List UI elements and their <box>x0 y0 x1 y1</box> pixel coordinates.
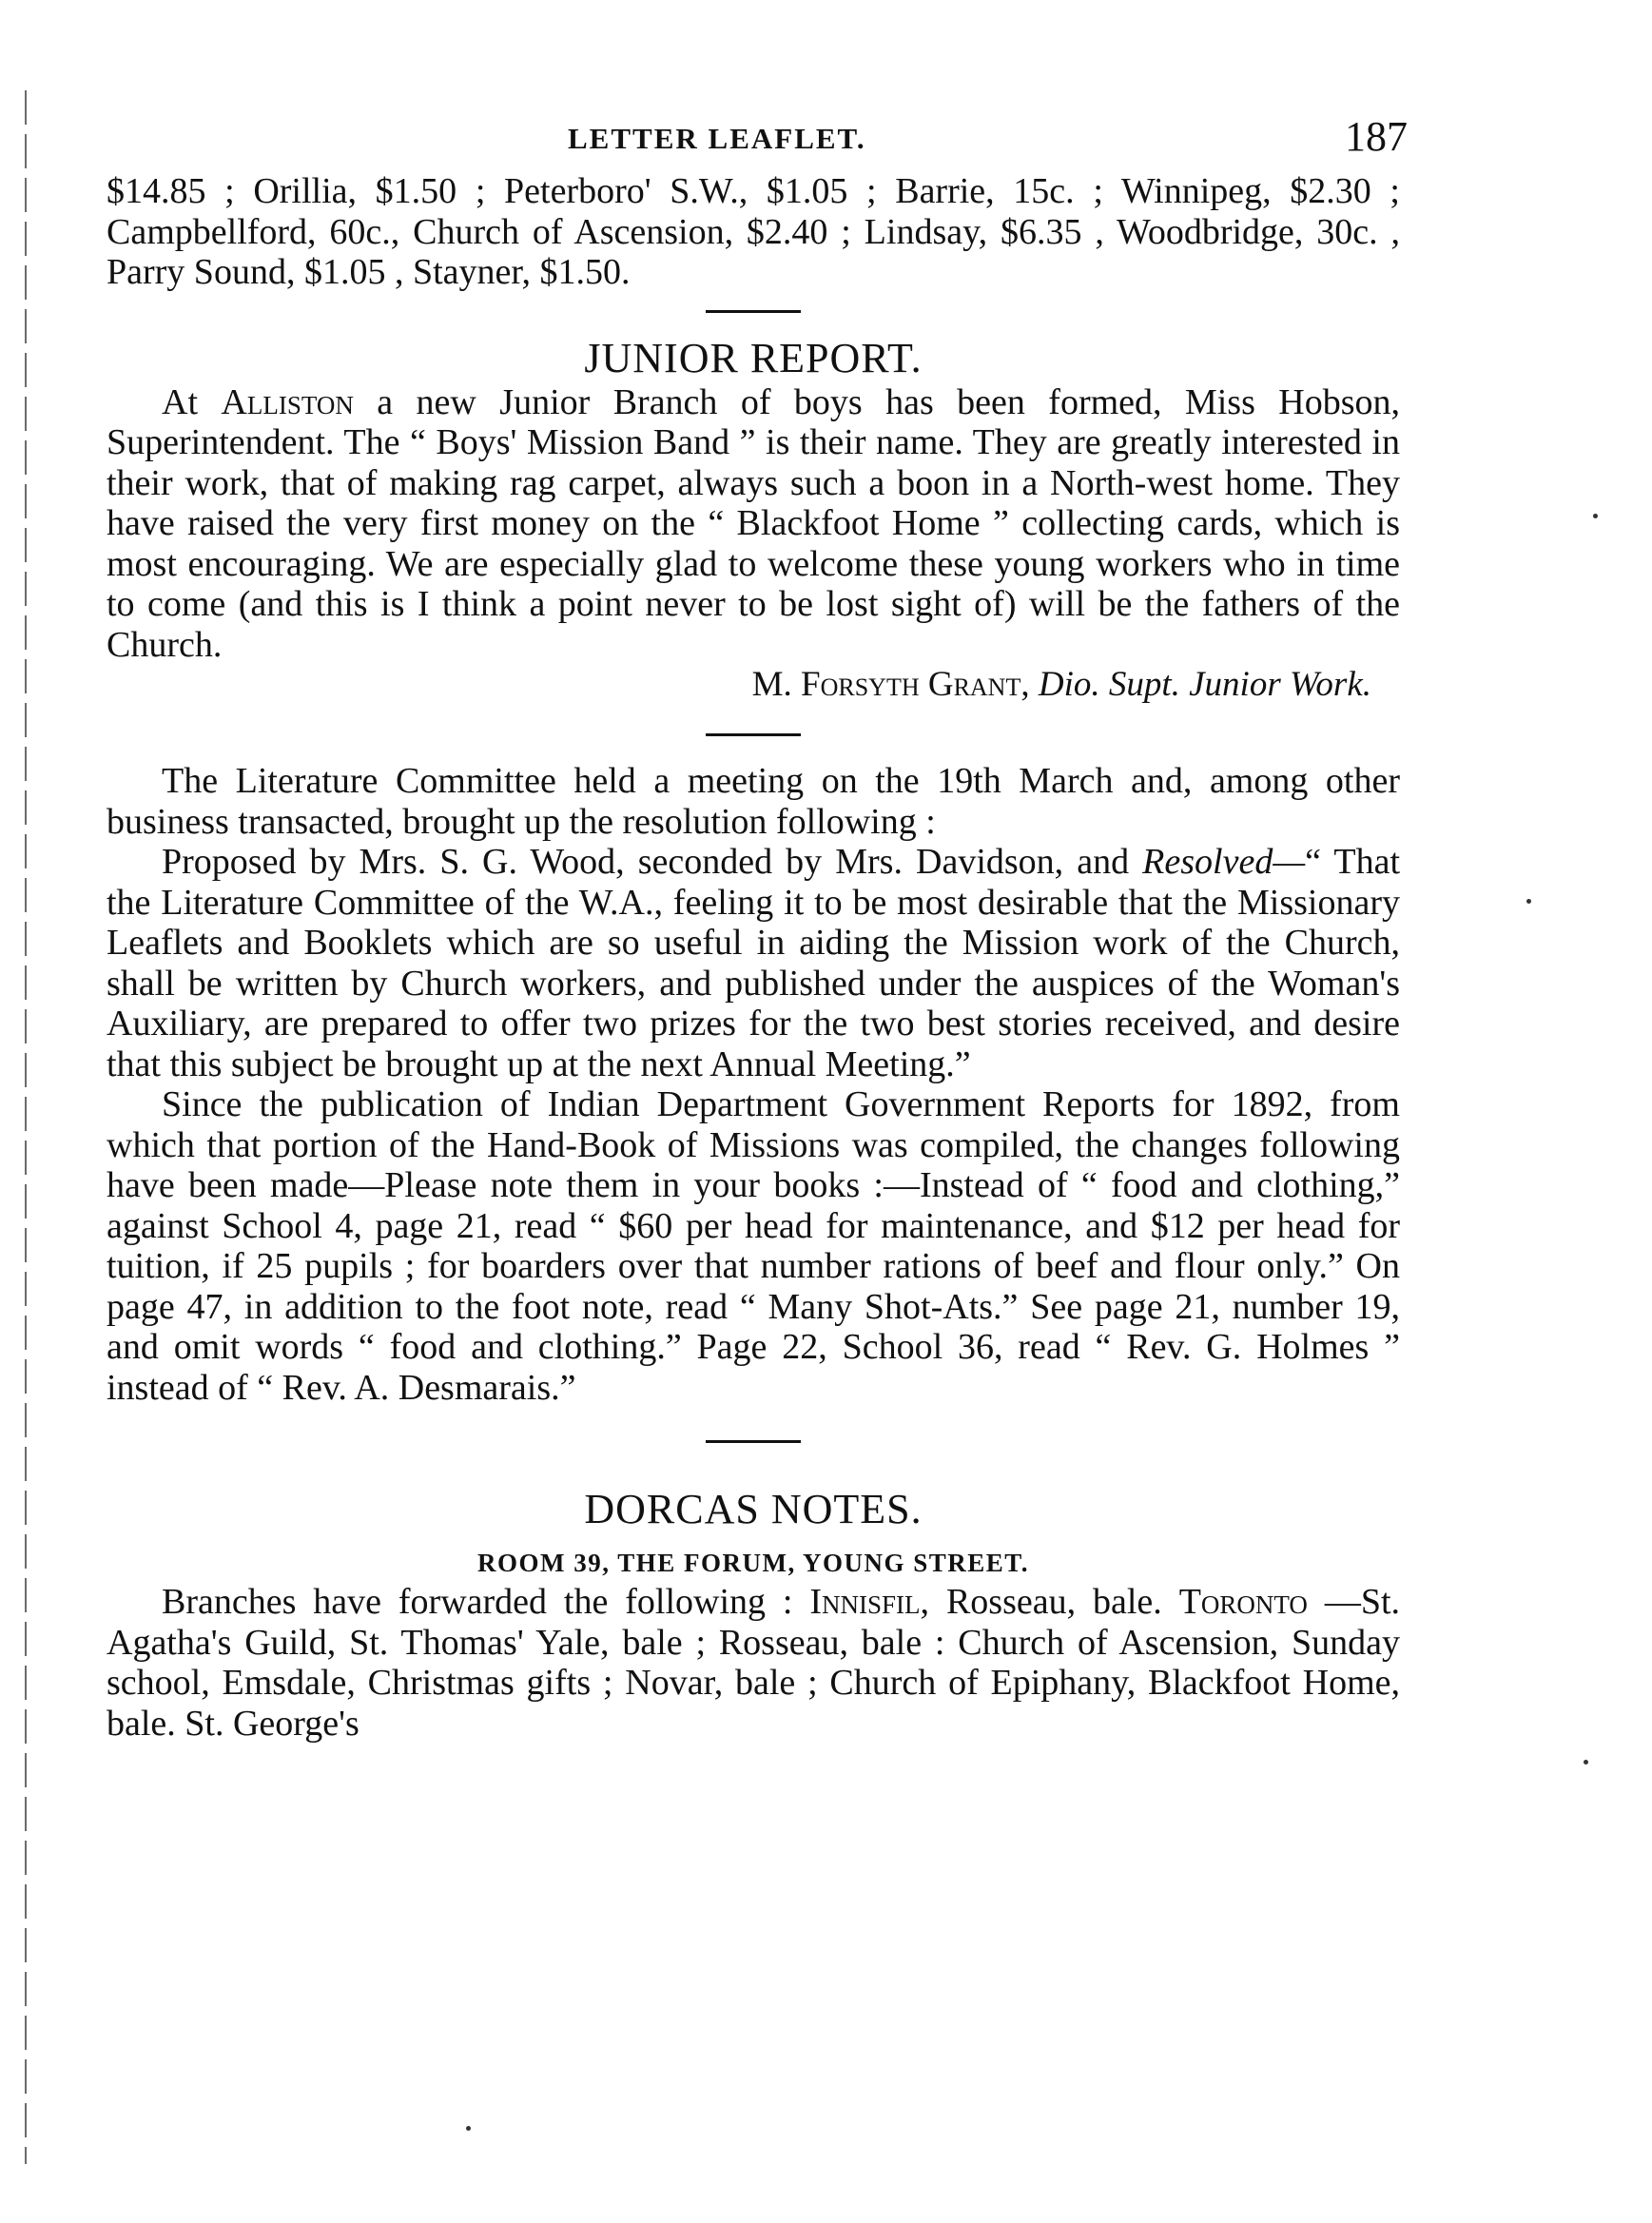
place-name: Alliston <box>221 381 354 422</box>
place-name: Toronto <box>1178 1582 1308 1622</box>
dorcas-notes-heading: DORCAS NOTES. <box>584 1486 923 1532</box>
dorcas-notes-subheading: ROOM 39, THE FORUM, YOUNG STREET. <box>476 1549 1030 1577</box>
signature-title: Dio. Supt. Junior Work. <box>1038 665 1371 704</box>
paragraph-text: —St. Agatha's Guild, St. Thomas' Yale, bale ; Rosseau, bale : Church of Ascension, Sunday school, Emsdale, Christmas gifts ; Novar, bale ; Church of Epiphany, Blackfoot Home, bale. St. George's <box>107 1582 1401 1744</box>
paragraph-lead: Branches have forwarded the following : <box>162 1582 793 1622</box>
junior-report-heading: JUNIOR REPORT. <box>584 334 923 381</box>
literature-paragraph-2 <box>107 842 1400 1084</box>
paragraph-text: a new Junior Branch of boys has been formed, Miss Hobson, Superintendent. The “ Boys' Mission Band ” is their name. They are greatly interested in their work, that of making rag carpet, always such a boon in a North-west home. They have raised the very first money on the “ Blackfoot Home ” collecting cards, which is most encouraging. We are especially glad to welcome these young workers who in time to come (and this is I think a point never to be lost sight of) will be the fathers of the Church. <box>107 381 1401 665</box>
scan-speck <box>1593 514 1598 518</box>
page-number: 187 <box>1345 113 1408 160</box>
junior-report-paragraph <box>107 382 1400 666</box>
literature-paragraph-3: Since the publication of Indian Department Government Reports for 1892, from which that portion of the Hand-Book of Missions was compiled, the changes following have been made—Please note them in your books :—Instead of “ food and clothing,” against School 4, page 21, read “ $60 per head for maintenance, and $12 per head for tuition, if 25 pupils ; for boarders over that number rations of beef and flour only.” On page 47, in addition to the foot note, read “ Many Shot-Ats.” See page 21, number 19, and omit words “ food and clothing.” Page 22, School 36, read “ Rev. G. Holmes ” instead of “ Rev. A. Desmarais.” <box>107 1084 1400 1408</box>
page-header <box>107 112 1408 171</box>
scan-speck <box>466 2126 471 2131</box>
paragraph-lead: Proposed by Mrs. S. G. Wood, seconded by Mrs. Davidson, and <box>162 842 1130 882</box>
dorcas-notes-paragraph <box>107 1582 1400 1744</box>
binding-margin-rule <box>25 90 27 2164</box>
section-divider <box>706 1440 801 1443</box>
paragraph-text: Rosseau, bale. <box>945 1582 1162 1622</box>
literature-paragraph-1: The Literature Committee held a meeting on the 19th March and, among other business transacted, brought up the resolution following : <box>107 761 1400 842</box>
signature-name: M. Forsyth Grant, <box>751 665 1030 704</box>
place-name: Innisfil, <box>809 1582 930 1622</box>
paragraph-text: “ That the Literature Committee of the W.A., feeling it to be most desirable that the Missionary Leaflets and Booklets which are so useful in aiding the Mission work of the Church, shall be written by Church workers, and published under the auspices of the Woman's Auxiliary, are prepared to offer two prizes for the two best stories received, and desire that this subject be brought up at the next Annual Meeting.” <box>107 842 1400 1084</box>
signature <box>107 665 1400 705</box>
section-divider <box>706 310 801 313</box>
section-divider <box>706 733 801 736</box>
scan-speck <box>1526 899 1531 904</box>
page-content <box>107 112 1408 1744</box>
paragraph-lead: At <box>162 381 198 422</box>
running-head: LETTER LEAFLET. <box>568 122 866 155</box>
intro-paragraph: $14.85 ; Orillia, $1.50 ; Peterboro' S.W., $1.05 ; Barrie, 15c. ; Winnipeg, $2.30 ; Campbellford, 60c., Church of Ascension, $2.40 ; Lindsay, $6.35 , Woodbridge, 30c. , Parry Sound, $1.05 , Stayner, $1.50. <box>107 171 1400 292</box>
scan-speck <box>1584 1760 1588 1765</box>
resolved-label: Resolved— <box>1142 842 1306 882</box>
